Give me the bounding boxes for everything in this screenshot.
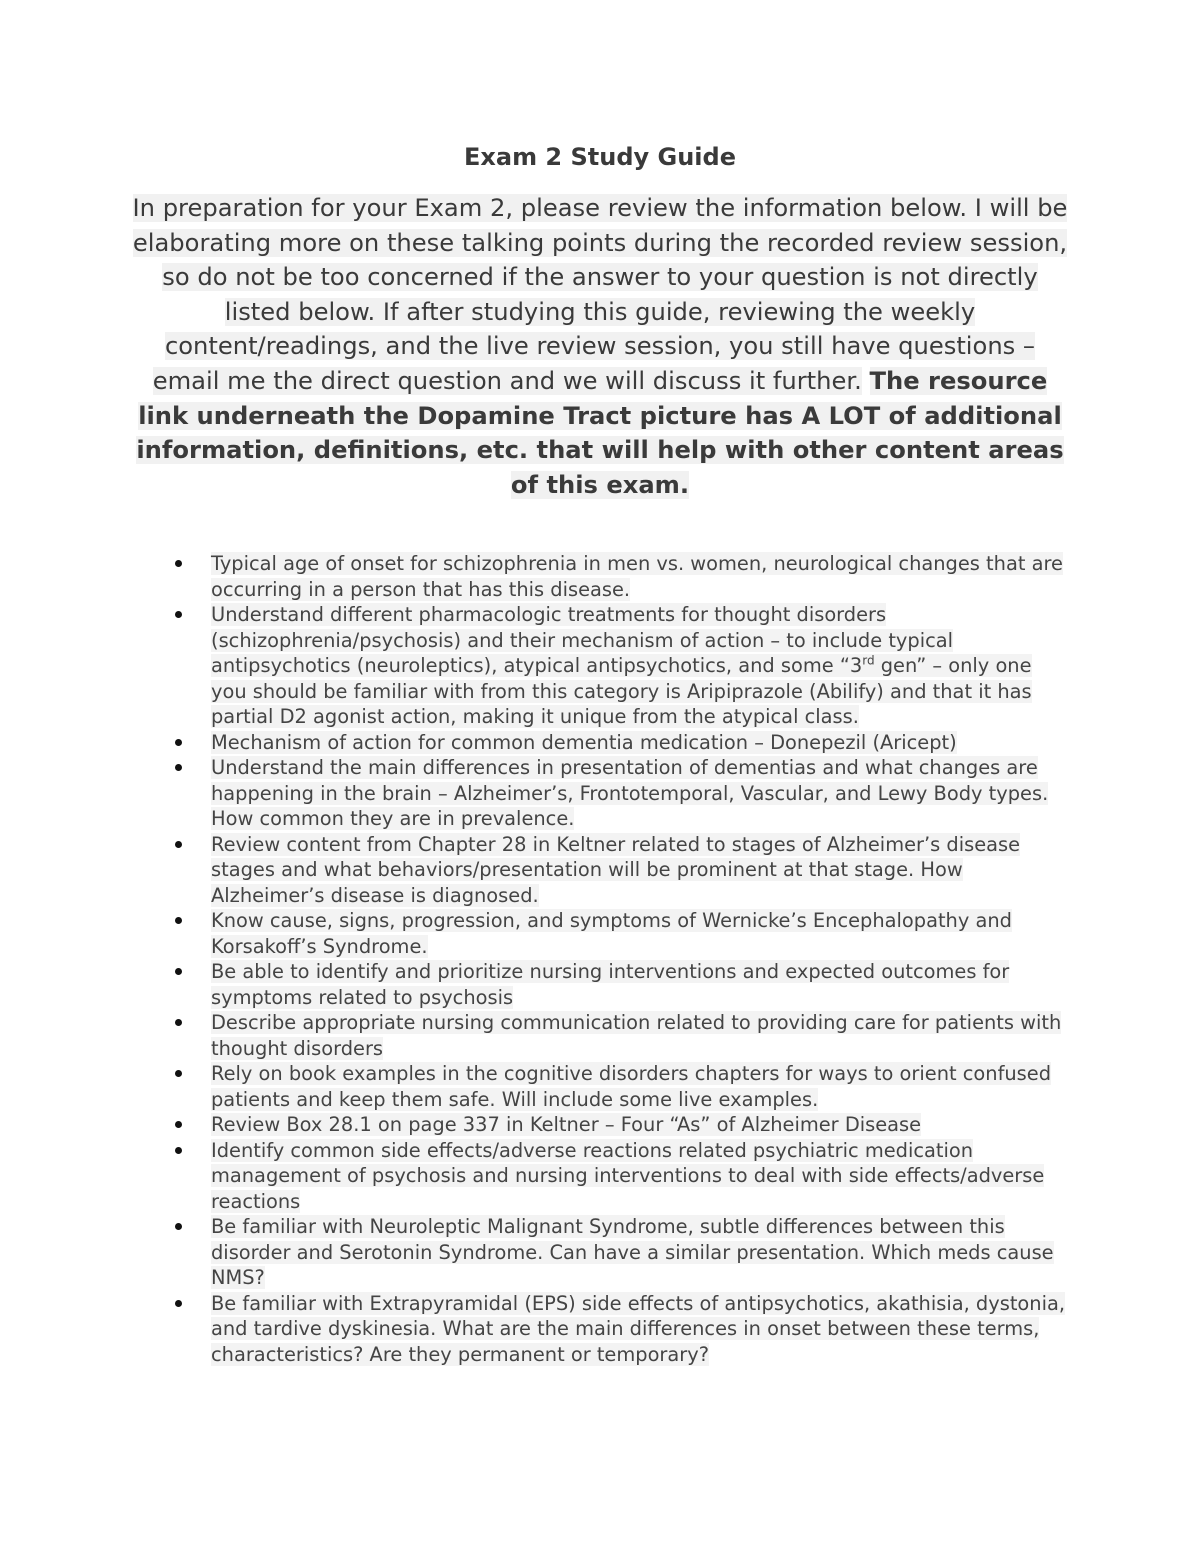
bullet-icon <box>175 560 182 567</box>
list-item: Typical age of onset for schizophrenia in men vs. women, neurological changes that are occurring in a person that has this disease. <box>0 551 1200 602</box>
bullet-icon <box>175 1223 182 1230</box>
intro-paragraph <box>130 191 1070 502</box>
list-item: Rely on book examples in the cognitive disorders chapters for ways to orient confused patients and keep them safe. Will include some live examples. <box>0 1061 1200 1112</box>
list-item: Review content from Chapter 28 in Keltner related to stages of Alzheimer’s disease stages and what behaviors/presentation will be prominent at that stage. How Alzheimer’s disease is diagnosed. <box>0 832 1200 909</box>
bullet-icon <box>175 1147 182 1154</box>
bullet-icon <box>175 1019 182 1026</box>
bullet-icon <box>175 1300 182 1307</box>
intro-text: In preparation for your Exam 2, please review the information below. I will be elaborating more on these talking points during the recorded review session, so do not be too concerned if the answer to your question is not directly listed below. If after studying this guide, reviewing the weekly content/readings, and the live review session, you still have questions – email me the direct question and we will discuss it further. <box>132 194 1068 395</box>
list-item: Be familiar with Extrapyramidal (EPS) side effects of antipsychotics, akathisia, dystonia, and tardive dyskinesia. What are the main differences in onset between these terms, characteristics? Are they permanent or temporary? <box>0 1291 1200 1368</box>
bullet-icon <box>175 968 182 975</box>
list-item: Know cause, signs, progression, and symptoms of Wernicke’s Encephalopathy and Korsakoff’s Syndrome. <box>0 908 1200 959</box>
list-item: Describe appropriate nursing communication related to providing care for patients with thought disorders <box>0 1010 1200 1061</box>
list-item: Understand the main differences in presentation of dementias and what changes are happening in the brain – Alzheimer’s, Frontotemporal, Vascular, and Lewy Body types. How common they are in prevalence. <box>0 755 1200 832</box>
bullet-icon <box>175 611 182 618</box>
bullet-icon <box>175 1070 182 1077</box>
list-item: Mechanism of action for common dementia medication – Donepezil (Aricept) <box>0 730 1200 756</box>
list-item: Understand different pharmacologic treatments for thought disorders (schizophrenia/psychosis) and their mechanism of action – to include typical antipsychotics (neuroleptics), atypical antipsychotics, and some “3rd gen” – only one you should be familiar with from this category is Aripiprazole (Abilify) and that it has partial D2 agonist action, making it unique from the atypical class. <box>0 602 1200 730</box>
bullet-icon <box>175 841 182 848</box>
list-item: Be familiar with Neuroleptic Malignant Syndrome, subtle differences between this disorder and Serotonin Syndrome. Can have a similar presentation. Which meds cause NMS? <box>0 1214 1200 1291</box>
list-item: Identify common side effects/adverse reactions related psychiatric medication management of psychosis and nursing interventions to deal with side effects/adverse reactions <box>0 1138 1200 1215</box>
list-item: Be able to identify and prioritize nursing interventions and expected outcomes for symptoms related to psychosis <box>0 959 1200 1010</box>
bullet-icon <box>175 764 182 771</box>
intro-bold-note: The resource link underneath the Dopamine Tract picture has A LOT of additional information, definitions, etc. that will help with other content areas of this exam. <box>136 366 1064 499</box>
bullet-icon <box>175 739 182 746</box>
bullet-icon <box>175 917 182 924</box>
document-title: Exam 2 Study Guide <box>464 143 736 171</box>
bullet-icon <box>175 1121 182 1128</box>
list-item: Review Box 28.1 on page 337 in Keltner – Four “As” of Alzheimer Disease <box>0 1112 1200 1138</box>
topic-list <box>0 551 1200 1367</box>
